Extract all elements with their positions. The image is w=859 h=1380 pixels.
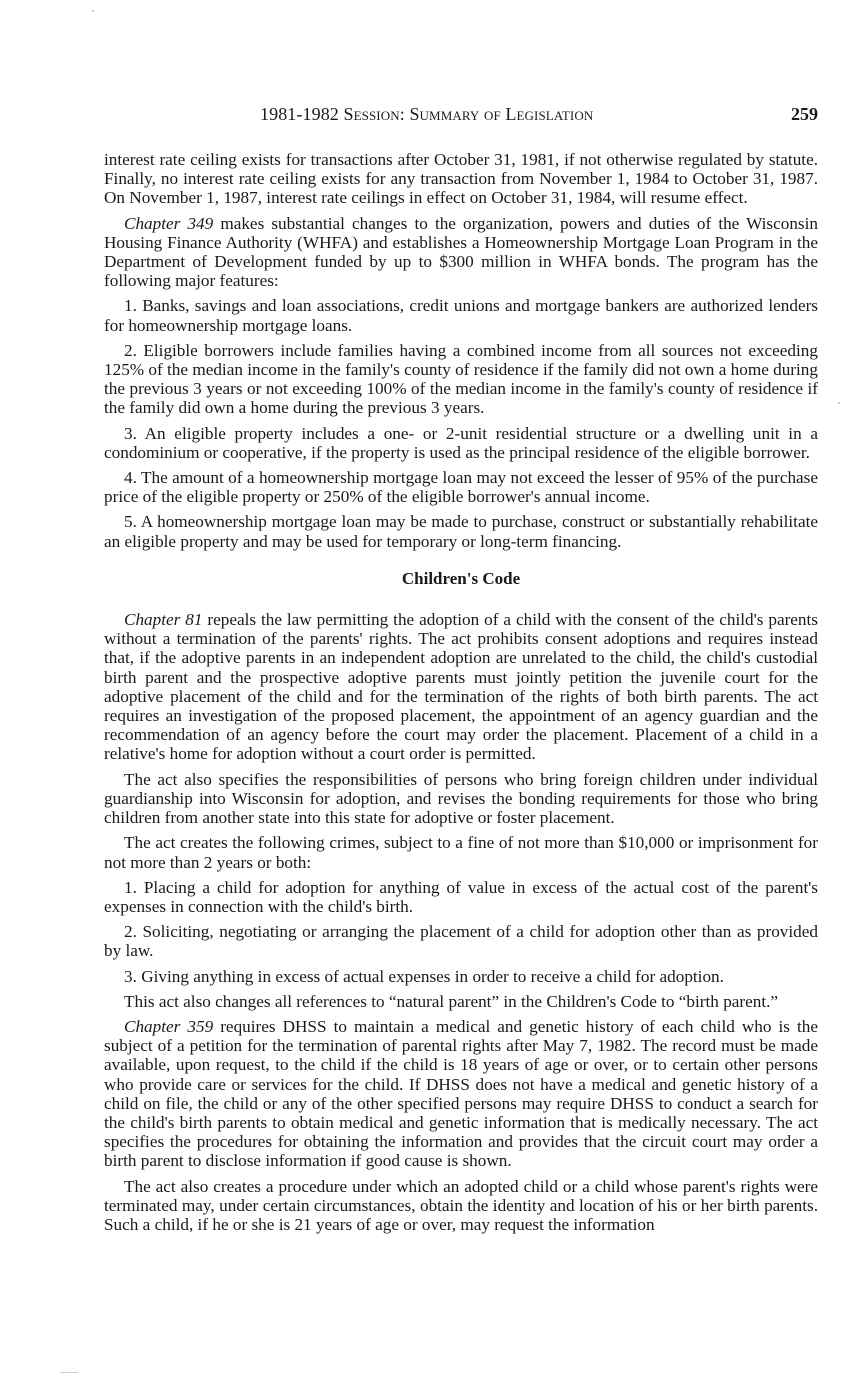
paragraph-chapter-359 — [104, 1017, 818, 1171]
scan-speck — [838, 402, 840, 404]
paragraph-crimes-intro: The act creates the following crimes, subject to a fine of not more than $10,000 or imprisonment for not more than 2 years or both: — [104, 833, 818, 872]
feature-item-2: 2. Eligible borrowers include families having a combined income from all sources not exceeding 125% of the median income in the family's county of residence if the family did not own a home during the previous 3 years or not exceeding 100% of the median income in the family's county of residence if the family did own a home during the previous 3 years. — [104, 340, 818, 418]
crime-item-2: 2. Soliciting, negotiating or arranging the placement of a child for adoption other than as provided by law. — [104, 922, 818, 961]
scan-speck — [60, 1372, 78, 1373]
title-summary: Summary of Legislation — [409, 104, 594, 124]
feature-item-1: 1. Banks, savings and loan associations, credit unions and mortgage bankers are authorized lenders for homeownership mortgage loans. — [104, 296, 818, 335]
title-session: Session: — [343, 104, 405, 124]
paragraph-chapter-81 — [104, 610, 818, 764]
feature-item-4: 4. The amount of a homeownership mortgage loan may not exceed the lesser of 95% of the purchase price of the eligible property or 250% of the eligible borrower's annual income. — [104, 468, 818, 507]
chapter-81-ref: Chapter 81 — [124, 610, 203, 630]
crime-item-3: 3. Giving anything in excess of actual expenses in order to receive a child for adoption. — [124, 966, 724, 986]
chapter-349-ref: Chapter 349 — [124, 213, 214, 233]
feature-item-3: 3. An eligible property includes a one- or 2-unit residential structure or a dwelling unit in a condominium or cooperative, if the property is used as the principal residence of the eligible borrower. — [104, 423, 818, 462]
paragraph-foreign-children: The act also specifies the responsibilities of persons who bring foreign children under individual guardianship into Wisconsin for adoption, and revises the bonding requirements for those who bring children from another state into this state for adoptive or foster placement. — [104, 769, 818, 828]
title-years: 1981-1982 — [260, 104, 344, 124]
running-title — [260, 104, 593, 125]
chapter-359-text: requires DHSS to maintain a medical and genetic history of each child who is the subject of a petition for the termination of parental rights after May 7, 1982. The record must be made available, upon request, to the child if the child is 18 years of age or over, or to certain other persons who provide care or services for the child. If DHSS does not have a medical and genetic history of a child on file, the child or any of the other specified persons may require DHSS to conduct a search for the child's birth parents to obtain medical and genetic information that is medically necessary. The act specifies the procedures for obtaining the information and provides that the circuit court may order a birth parent to disclose information if good cause is shown. — [104, 1016, 819, 1171]
paragraph-chapter-349 — [104, 214, 818, 291]
chapter-359-ref: Chapter 359 — [124, 1016, 214, 1036]
crime-item-1: 1. Placing a child for adoption for anything of value in excess of the actual cost of the parent's expenses in connection with the child's birth. — [104, 877, 818, 916]
chapter-349-text: makes substantial changes to the organization, powers and duties of the Wisconsin Housing Finance Authority (WHFA) and establishes a Homeownership Mortgage Loan Program in the Department of Development funded by up to $300 million in WHFA bonds. The program has the following major features: — [104, 213, 818, 291]
scan-speck — [92, 10, 94, 12]
running-head — [104, 104, 818, 128]
paragraph-interest-rate: interest rate ceiling exists for transactions after October 31, 1981, if not otherwise regulated by statute. Finally, no interest rate ceiling exists for any transaction from November 1, 1984 to October 31, 1987. On November 1, 1987, interest rate ceilings in effect on October 31, 1984, will resume effect. — [104, 150, 818, 208]
chapter-81-text: repeals the law permitting the adoption of a child with the consent of the child's parents without a termination of the parents' rights. The act prohibits consent adoptions and requires instead that, if the adoptive parents in an independent adoption are unrelated to the child, the child's custodial birth parent and the prospective adoptive parents must jointly petition the juvenile court for the adoptive placement of the child and for the termination of the rights of both birth parents. The act requires an investigation of the proposed placement, the appointment of an agency guardian and the recommendation of an agency before the court may order the placement. Placement of a child in a relative's home for adoption without a court order is permitted. — [104, 610, 818, 764]
page-number: 259 — [791, 104, 818, 124]
section-heading-childrens-code: Children's Code — [401, 568, 521, 588]
paragraph-identity-procedure: The act also creates a procedure under which an adopted child or a child whose parent's rights were terminated may, under certain circumstances, obtain the identity and location of his or her birth parents. Such a child, if he or she is 21 years of age or over, may request the information — [104, 1176, 818, 1234]
paragraph-birth-parent: This act also changes all references to “natural parent” in the Children's Code to “birth parent.” — [124, 991, 779, 1011]
body-text — [104, 150, 818, 1240]
feature-item-5: 5. A homeownership mortgage loan may be made to purchase, construct or substantially rehabilitate an eligible property and may be used for temporary or long-term financing. — [104, 512, 818, 551]
